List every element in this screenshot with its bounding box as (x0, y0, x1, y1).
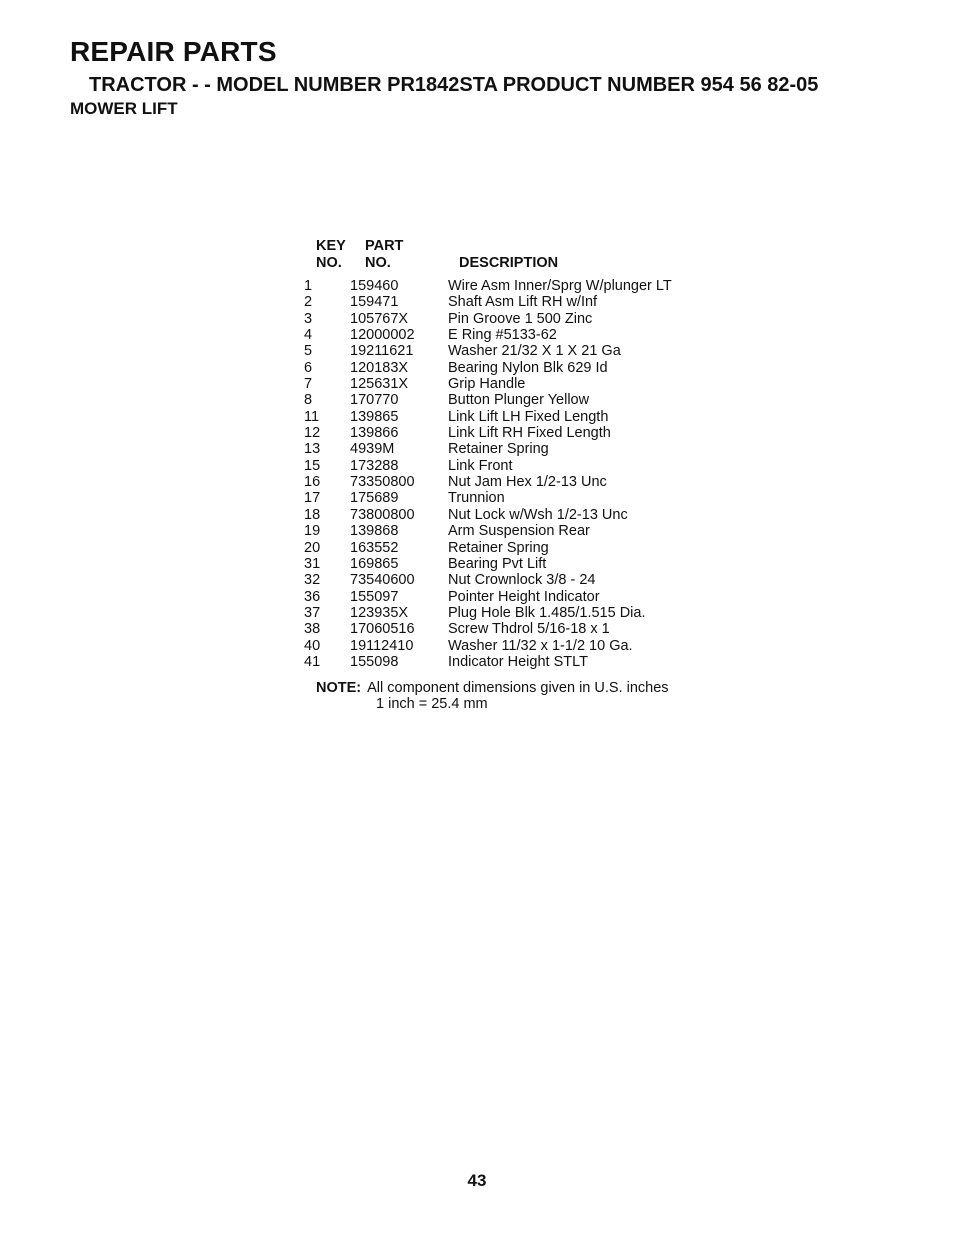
key-no-cell: 2 (304, 294, 313, 311)
key-no-cell: 1 (304, 278, 313, 294)
table-row (304, 474, 734, 490)
table-row (304, 540, 734, 556)
description-cell: Arm Suspension Rear (448, 523, 590, 540)
part-no-cell: 73800800 (350, 506, 415, 523)
part-no-cell: 17060516 (350, 621, 415, 638)
description-cell: Washer 21/32 X 1 X 21 Ga (448, 343, 621, 360)
column-header-part-line2: NO. (365, 255, 391, 271)
note-line2: 1 inch = 25.4 mm (376, 696, 488, 712)
part-no-cell: 139868 (350, 523, 399, 540)
table-row (304, 278, 734, 294)
part-no-cell: 4939M (350, 441, 395, 458)
description-cell: Pointer Height Indicator (448, 588, 600, 605)
part-no-cell: 105767X (350, 310, 409, 327)
key-no-cell: 32 (304, 572, 321, 589)
key-no-cell: 38 (304, 621, 321, 638)
description-cell: Shaft Asm Lift RH w/Inf (448, 294, 598, 311)
part-no-cell: 155097 (350, 588, 399, 605)
description-cell: Screw Thdrol 5/16-18 x 1 (448, 621, 610, 638)
part-no-cell: 125631X (350, 376, 409, 393)
note-line1: All component dimensions given in U.S. inches (367, 680, 669, 696)
key-no-cell: 11 (304, 408, 320, 425)
key-no-cell: 37 (304, 604, 321, 621)
description-cell: Nut Crownlock 3/8 - 24 (448, 572, 596, 589)
table-row (304, 638, 734, 654)
part-no-cell: 163552 (350, 539, 399, 556)
description-cell: Indicator Height STLT (448, 653, 588, 670)
note-label: NOTE: (316, 680, 362, 696)
key-no-cell: 13 (304, 441, 321, 458)
part-no-cell: 170770 (350, 392, 399, 409)
description-cell: Grip Handle (448, 376, 526, 393)
parts-table (304, 278, 734, 670)
table-row (304, 556, 734, 572)
key-no-cell: 18 (304, 506, 321, 523)
key-no-cell: 6 (304, 359, 313, 376)
table-row (304, 294, 734, 310)
column-header-part (365, 238, 403, 272)
table-row (304, 311, 734, 327)
column-header-key (316, 238, 346, 272)
key-no-cell: 8 (304, 392, 313, 409)
key-no-cell: 36 (304, 588, 321, 605)
part-no-cell: 73540600 (350, 572, 415, 589)
key-no-cell: 31 (304, 555, 321, 572)
column-header-key-line2: NO. (316, 255, 342, 271)
column-header-description: DESCRIPTION (459, 255, 559, 271)
part-no-cell: 175689 (350, 490, 399, 507)
column-header-key-line1: KEY (316, 238, 346, 254)
table-row (304, 523, 734, 539)
table-row (304, 458, 734, 474)
model-subtitle: TRACTOR - - MODEL NUMBER PR1842STA PRODUCT NUMBER 954 56 82-05 (89, 74, 819, 96)
key-no-cell: 40 (304, 637, 321, 654)
column-header-part-line1: PART (365, 238, 404, 254)
table-row (304, 327, 734, 343)
description-cell: Link Front (448, 457, 513, 474)
part-no-cell: 120183X (350, 359, 409, 376)
table-row (304, 621, 734, 637)
description-cell: Washer 11/32 x 1-1/2 10 Ga. (448, 637, 633, 654)
part-no-cell: 12000002 (350, 327, 415, 344)
key-no-cell: 16 (304, 474, 321, 491)
page-title: REPAIR PARTS (70, 36, 277, 67)
description-cell: Nut Lock w/Wsh 1/2-13 Unc (448, 506, 628, 523)
key-no-cell: 17 (304, 490, 321, 507)
table-row (304, 589, 734, 605)
key-no-cell: 4 (304, 327, 313, 344)
key-no-cell: 7 (304, 376, 313, 393)
part-no-cell: 169865 (350, 555, 399, 572)
section-title: MOWER LIFT (70, 99, 178, 118)
description-cell: Trunnion (448, 490, 505, 507)
description-cell: Wire Asm Inner/Sprg W/plunger LT (448, 278, 672, 294)
part-no-cell: 173288 (350, 457, 399, 474)
description-cell: Retainer Spring (448, 539, 549, 556)
table-row (304, 441, 734, 457)
table-row (304, 490, 734, 506)
key-no-cell: 15 (304, 457, 321, 474)
key-no-cell: 20 (304, 539, 321, 556)
description-cell: Nut Jam Hex 1/2-13 Unc (448, 474, 607, 491)
table-row (304, 425, 734, 441)
key-no-cell: 5 (304, 343, 313, 360)
key-no-cell: 41 (304, 653, 321, 670)
part-no-cell: 139866 (350, 425, 399, 442)
table-row (304, 343, 734, 359)
description-cell: Pin Groove 1 500 Zinc (448, 310, 593, 327)
table-row (304, 572, 734, 588)
table-row (304, 409, 734, 425)
part-no-cell: 123935X (350, 604, 409, 621)
table-row (304, 654, 734, 670)
description-cell: Link Lift RH Fixed Length (448, 425, 611, 442)
key-no-cell: 12 (304, 425, 321, 442)
key-no-cell: 3 (304, 310, 313, 327)
part-no-cell: 155098 (350, 653, 399, 670)
table-row (304, 392, 734, 408)
table-row (304, 605, 734, 621)
part-no-cell: 73350800 (350, 474, 415, 491)
key-no-cell: 19 (304, 523, 321, 540)
part-no-cell: 159471 (350, 294, 399, 311)
description-cell: Button Plunger Yellow (448, 392, 590, 409)
part-no-cell: 159460 (350, 278, 399, 294)
description-cell: Bearing Nylon Blk 629 Id (448, 359, 608, 376)
description-cell: Retainer Spring (448, 441, 549, 458)
part-no-cell: 139865 (350, 408, 399, 425)
page-number: 43 (467, 1171, 487, 1190)
description-cell: Plug Hole Blk 1.485/1.515 Dia. (448, 604, 646, 621)
dimensions-note (316, 680, 669, 712)
part-no-cell: 19211621 (350, 343, 414, 360)
table-row (304, 376, 734, 392)
part-no-cell: 19112410 (350, 637, 414, 654)
description-cell: Link Lift LH Fixed Length (448, 408, 609, 425)
table-row (304, 507, 734, 523)
table-row (304, 360, 734, 376)
description-cell: E Ring #5133-62 (448, 327, 557, 344)
description-cell: Bearing Pvt Lift (448, 555, 547, 572)
